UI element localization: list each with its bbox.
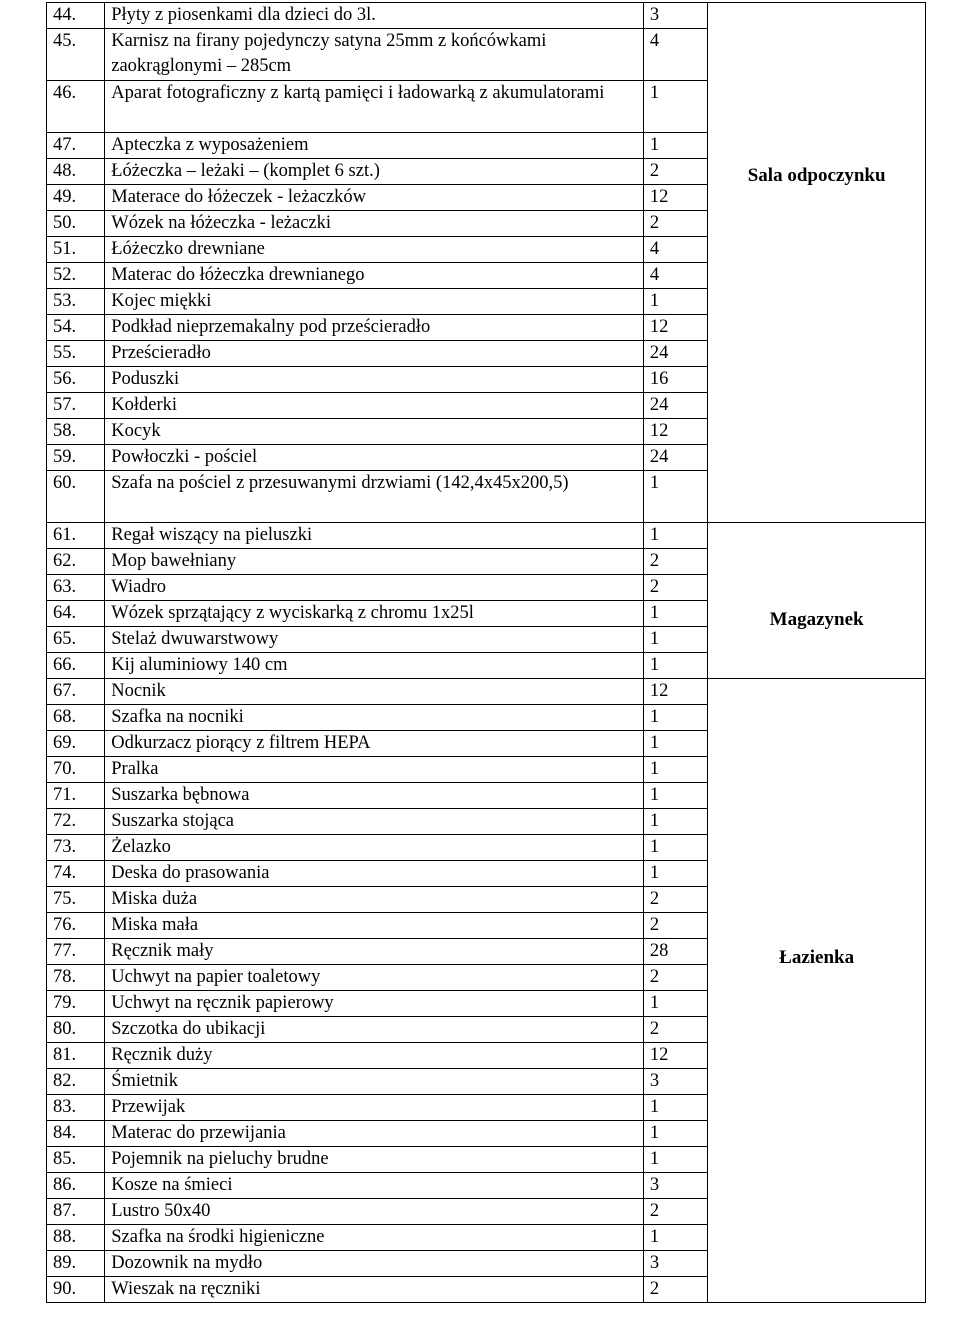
item-name: Kij aluminiowy 140 cm [105,653,644,679]
item-quantity: 4 [643,29,707,81]
item-quantity: 3 [643,1173,707,1199]
item-name: Żelazko [105,835,644,861]
item-name: Wiadro [105,575,644,601]
item-number: 56. [47,367,105,393]
item-number: 86. [47,1173,105,1199]
item-quantity: 1 [643,705,707,731]
item-number: 49. [47,185,105,211]
item-quantity: 16 [643,367,707,393]
item-quantity: 2 [643,1199,707,1225]
item-number: 65. [47,627,105,653]
item-number: 80. [47,1017,105,1043]
table-row [47,3,926,29]
room-cell [708,679,926,1303]
item-number: 44. [47,3,105,29]
item-quantity: 2 [643,211,707,237]
item-quantity: 12 [643,679,707,705]
item-name: Materac do łóżeczka drewnianego [105,263,644,289]
item-quantity: 1 [643,1225,707,1251]
item-name: Nocnik [105,679,644,705]
item-number: 79. [47,991,105,1017]
item-quantity: 12 [643,185,707,211]
item-quantity: 1 [643,991,707,1017]
item-name: Wieszak na ręczniki [105,1277,644,1303]
item-name: Śmietnik [105,1069,644,1095]
item-name: Szafka na nocniki [105,705,644,731]
item-quantity: 1 [643,861,707,887]
item-quantity: 1 [643,627,707,653]
item-name: Uchwyt na ręcznik papierowy [105,991,644,1017]
item-quantity: 3 [643,1251,707,1277]
item-name: Materace do łóżeczek - leżaczków [105,185,644,211]
item-quantity: 24 [643,393,707,419]
item-number: 77. [47,939,105,965]
item-quantity: 2 [643,159,707,185]
room-label: Sala odpoczynku [747,165,886,186]
item-name: Pralka [105,757,644,783]
item-name: Szafka na środki higieniczne [105,1225,644,1251]
item-name: Pojemnik na pieluchy brudne [105,1147,644,1173]
item-name: Miska duża [105,887,644,913]
item-name: Kojec miękki [105,289,644,315]
item-name: Kołderki [105,393,644,419]
item-number: 46. [47,81,105,133]
item-quantity: 1 [643,757,707,783]
item-quantity: 1 [643,653,707,679]
inventory-table-body [47,3,926,1303]
item-number: 45. [47,29,105,81]
item-quantity: 4 [643,263,707,289]
item-name: Wózek na łóżeczka - leżaczki [105,211,644,237]
item-quantity: 1 [643,1095,707,1121]
item-name: Ręcznik mały [105,939,644,965]
item-number: 51. [47,237,105,263]
table-row [47,523,926,549]
item-number: 73. [47,835,105,861]
item-quantity: 1 [643,601,707,627]
item-number: 83. [47,1095,105,1121]
item-quantity: 2 [643,575,707,601]
item-quantity: 24 [643,341,707,367]
item-quantity: 1 [643,783,707,809]
item-name: Wózek sprzątający z wyciskarką z chromu 1x25l [105,601,644,627]
item-number: 55. [47,341,105,367]
item-number: 75. [47,887,105,913]
room-cell [708,523,926,679]
item-number: 48. [47,159,105,185]
item-number: 59. [47,445,105,471]
item-name: Regał wiszący na pieluszki [105,523,644,549]
item-name: Podkład nieprzemakalny pod prześcieradło [105,315,644,341]
item-quantity: 3 [643,3,707,29]
item-name: Powłoczki - pościel [105,445,644,471]
item-number: 54. [47,315,105,341]
item-name: Łóżeczko drewniane [105,237,644,263]
item-name: Materac do przewijania [105,1121,644,1147]
item-name: Suszarka bębnowa [105,783,644,809]
item-name: Prześcieradło [105,341,644,367]
item-number: 63. [47,575,105,601]
item-name: Apteczka z wyposażeniem [105,133,644,159]
item-name: Szczotka do ubikacji [105,1017,644,1043]
item-name: Łóżeczka – leżaki – (komplet 6 szt.) [105,159,644,185]
item-name: Przewijak [105,1095,644,1121]
room-cell [708,3,926,523]
item-quantity: 2 [643,1017,707,1043]
item-quantity: 2 [643,887,707,913]
item-name: Szafa na pościel z przesuwanymi drzwiami (142,4x45x200,5) [105,471,644,523]
item-number: 60. [47,471,105,523]
item-number: 87. [47,1199,105,1225]
item-quantity: 1 [643,835,707,861]
item-number: 58. [47,419,105,445]
item-number: 50. [47,211,105,237]
item-number: 64. [47,601,105,627]
item-number: 84. [47,1121,105,1147]
item-number: 81. [47,1043,105,1069]
item-number: 89. [47,1251,105,1277]
item-number: 61. [47,523,105,549]
item-number: 90. [47,1277,105,1303]
item-number: 72. [47,809,105,835]
item-name: Odkurzacz piorący z filtrem HEPA [105,731,644,757]
item-quantity: 12 [643,1043,707,1069]
item-quantity: 3 [643,1069,707,1095]
item-name: Suszarka stojąca [105,809,644,835]
item-quantity: 28 [643,939,707,965]
item-quantity: 24 [643,445,707,471]
item-name: Lustro 50x40 [105,1199,644,1225]
room-label: Łazienka [779,947,855,968]
item-quantity: 1 [643,1121,707,1147]
table-row [47,679,926,705]
item-quantity: 2 [643,913,707,939]
item-name: Karnisz na firany pojedynczy satyna 25mm z końcówkami zaokrąglonymi – 285cm [105,29,644,81]
item-name: Płyty z piosenkami dla dzieci do 3l. [105,3,644,29]
item-quantity: 1 [643,289,707,315]
item-number: 62. [47,549,105,575]
item-quantity: 1 [643,523,707,549]
item-name: Dozownik na mydło [105,1251,644,1277]
item-number: 47. [47,133,105,159]
item-number: 82. [47,1069,105,1095]
item-name: Ręcznik duży [105,1043,644,1069]
inventory-table [46,2,926,1303]
item-number: 71. [47,783,105,809]
item-name: Deska do prasowania [105,861,644,887]
item-quantity: 1 [643,809,707,835]
item-quantity: 1 [643,81,707,133]
item-name: Stelaż dwuwarstwowy [105,627,644,653]
item-quantity: 12 [643,315,707,341]
item-name: Aparat fotograficzny z kartą pamięci i ładowarką z akumulatorami [105,81,644,133]
item-quantity: 12 [643,419,707,445]
item-quantity: 1 [643,471,707,523]
item-quantity: 1 [643,731,707,757]
item-number: 78. [47,965,105,991]
item-number: 69. [47,731,105,757]
item-number: 74. [47,861,105,887]
item-number: 57. [47,393,105,419]
item-name: Kosze na śmieci [105,1173,644,1199]
room-label: Magazynek [769,609,864,630]
item-quantity: 1 [643,133,707,159]
item-quantity: 2 [643,1277,707,1303]
item-name: Miska mała [105,913,644,939]
item-quantity: 1 [643,1147,707,1173]
item-quantity: 4 [643,237,707,263]
item-number: 70. [47,757,105,783]
item-quantity: 2 [643,549,707,575]
item-number: 66. [47,653,105,679]
item-number: 85. [47,1147,105,1173]
item-number: 88. [47,1225,105,1251]
item-number: 53. [47,289,105,315]
item-name: Mop bawełniany [105,549,644,575]
item-quantity: 2 [643,965,707,991]
item-number: 76. [47,913,105,939]
item-number: 52. [47,263,105,289]
item-name: Poduszki [105,367,644,393]
item-name: Kocyk [105,419,644,445]
item-number: 68. [47,705,105,731]
item-name: Uchwyt na papier toaletowy [105,965,644,991]
item-number: 67. [47,679,105,705]
